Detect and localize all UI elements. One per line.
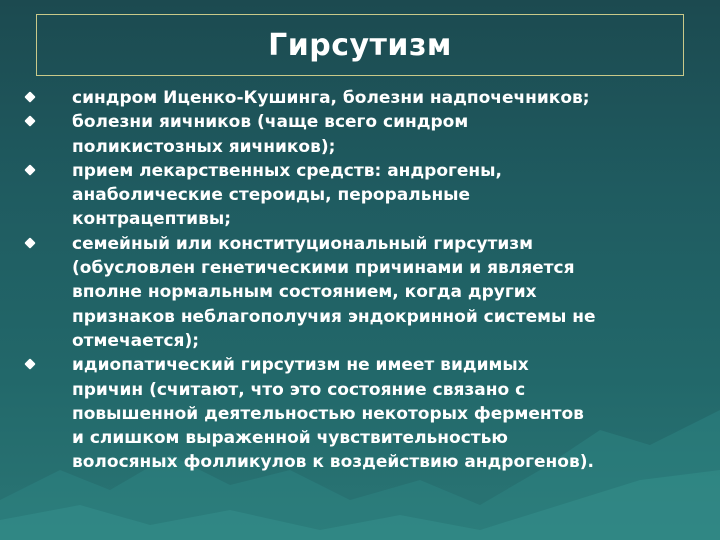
list-item	[22, 159, 706, 232]
list-item	[22, 353, 706, 474]
diamond-bullet-icon	[22, 110, 72, 125]
bullet-list	[22, 86, 706, 475]
bullet-text: прием лекарственных средств: андрогены, анаболические стероиды, пероральные контрацептивы;	[72, 160, 502, 230]
diamond-bullet-icon	[22, 232, 72, 247]
list-item	[22, 232, 706, 353]
slide-title: Гирсутизм	[268, 27, 452, 63]
bullet-text: болезни яичников (чаще всего синдром поликистозных яичников);	[72, 112, 469, 157]
bullet-text: семейный или конституциональный гирсутизм (обусловлен генетическими причинами и является вполне нормальным состоянием, когда других признаков неблагополучия эндокринной системы не отмечается);	[72, 233, 596, 351]
diamond-bullet-icon	[22, 159, 72, 174]
diamond-bullet-icon	[22, 86, 72, 101]
bullet-text: синдром Иценко-Кушинга, болезни надпочечников;	[72, 88, 590, 108]
bullet-text: идиопатический гирсутизм не имеет видимых причин (считают, что это состояние связано с повышенной деятельностью некоторых ферментов и слишком выраженной чувствительностью волосяных фолликулов к воздействию андрогенов).	[72, 355, 594, 473]
list-item	[22, 110, 706, 159]
title-frame	[36, 14, 684, 76]
diamond-bullet-icon	[22, 353, 72, 368]
list-item	[22, 86, 706, 110]
